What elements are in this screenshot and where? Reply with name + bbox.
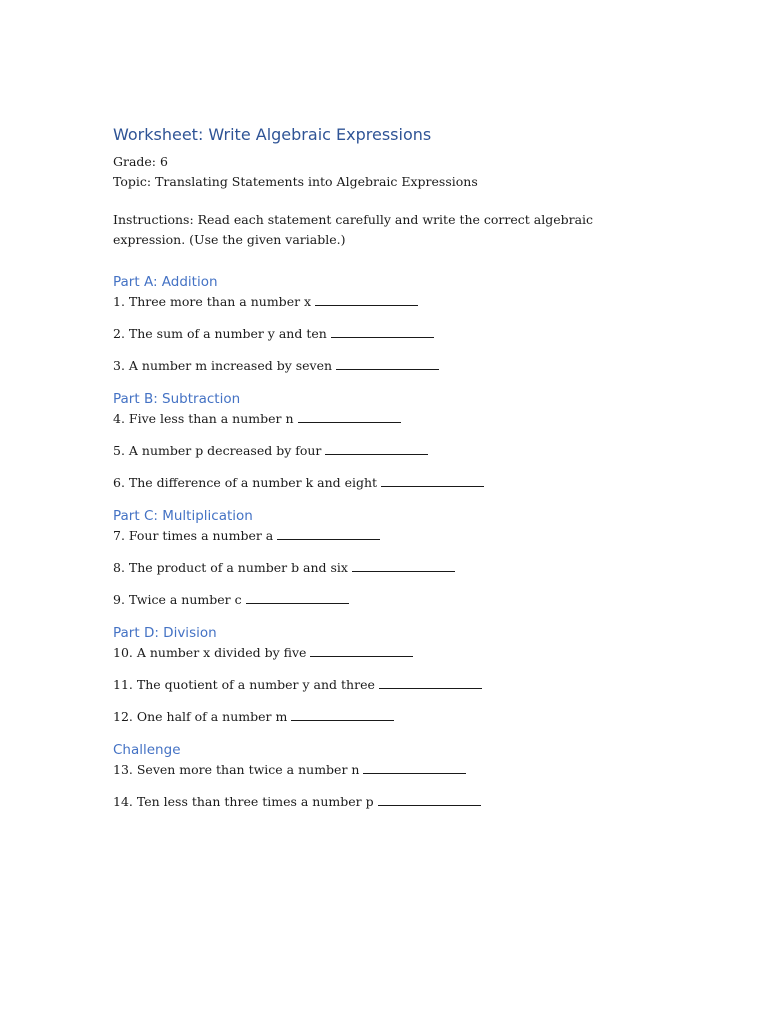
question-list xyxy=(113,292,673,376)
answer-blank xyxy=(379,676,482,689)
question-item xyxy=(113,441,673,461)
question-item xyxy=(113,324,673,344)
question-item xyxy=(113,675,673,695)
section-part-d xyxy=(113,623,673,727)
answer-blank xyxy=(315,293,418,306)
question-text: 13. Seven more than twice a number n xyxy=(113,762,360,777)
answer-blank xyxy=(246,591,349,604)
question-item xyxy=(113,792,673,812)
question-item xyxy=(113,590,673,610)
answer-blank xyxy=(363,761,466,774)
topic-line: Topic: Translating Statements into Algebraic Expressions xyxy=(113,174,478,189)
section-part-c xyxy=(113,506,673,610)
question-text: 3. A number m increased by seven xyxy=(113,358,333,373)
question-list xyxy=(113,409,673,493)
answer-blank xyxy=(325,442,428,455)
question-item xyxy=(113,558,673,578)
section-part-a xyxy=(113,272,673,376)
grade-line: Grade: 6 xyxy=(113,154,168,169)
section-heading: Challenge xyxy=(113,742,181,758)
question-text: 6. The difference of a number k and eight xyxy=(113,475,378,490)
question-item xyxy=(113,643,673,663)
section-part-b xyxy=(113,389,673,493)
section-challenge xyxy=(113,740,673,812)
section-heading: Part A: Addition xyxy=(113,274,218,290)
worksheet-page xyxy=(113,124,673,812)
question-text: 8. The product of a number b and six xyxy=(113,560,348,575)
question-text: 11. The quotient of a number y and three xyxy=(113,677,375,692)
question-text: 14. Ten less than three times a number p xyxy=(113,794,374,809)
page-title: Worksheet: Write Algebraic Expressions xyxy=(113,125,432,144)
answer-blank xyxy=(291,708,394,721)
section-heading: Part D: Division xyxy=(113,625,217,641)
question-item xyxy=(113,526,673,546)
question-text: 2. The sum of a number y and ten xyxy=(113,326,327,341)
section-heading: Part B: Subtraction xyxy=(113,391,241,407)
question-item xyxy=(113,760,673,780)
answer-blank xyxy=(298,410,401,423)
question-text: 5. A number p decreased by four xyxy=(113,443,322,458)
question-item xyxy=(113,707,673,727)
question-list xyxy=(113,526,673,610)
instructions: Instructions: Read each statement carefully and write the correct algebraic expression. (Use the given variable.) xyxy=(113,212,594,247)
question-text: 7. Four times a number a xyxy=(113,528,274,543)
answer-blank xyxy=(381,474,484,487)
section-heading: Part C: Multiplication xyxy=(113,508,253,524)
question-item xyxy=(113,292,673,312)
question-text: 1. Three more than a number x xyxy=(113,294,312,309)
question-item xyxy=(113,473,673,493)
question-list xyxy=(113,643,673,727)
question-text: 4. Five less than a number n xyxy=(113,411,294,426)
answer-blank xyxy=(378,793,481,806)
question-text: 10. A number x divided by five xyxy=(113,645,307,660)
answer-blank xyxy=(336,357,439,370)
question-list xyxy=(113,760,673,812)
answer-blank xyxy=(310,644,413,657)
question-item xyxy=(113,409,673,429)
answer-blank xyxy=(277,527,380,540)
question-text: 12. One half of a number m xyxy=(113,709,288,724)
answer-blank xyxy=(331,325,434,338)
question-item xyxy=(113,356,673,376)
question-text: 9. Twice a number c xyxy=(113,592,242,607)
answer-blank xyxy=(352,559,455,572)
